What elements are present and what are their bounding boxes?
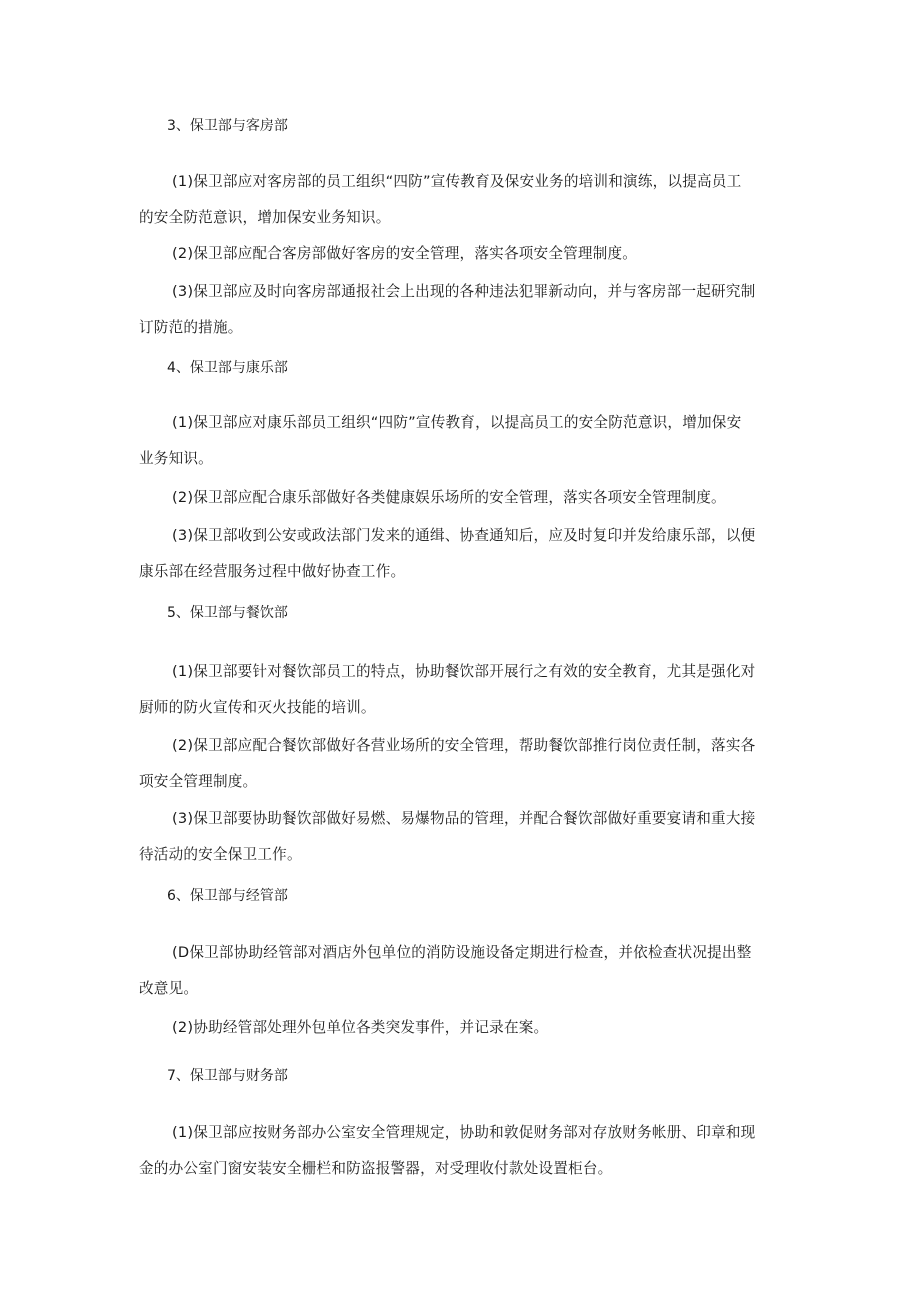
paragraph-line: 康乐部在经营服务过程中做好协查工作。 (139, 563, 406, 580)
paragraph (139, 164, 785, 236)
paragraph-line: (1)保卫部应按财务部办公室安全管理规定，协助和敦促财务部对存放财务帐册、印章和现 (172, 1124, 756, 1141)
paragraph (139, 405, 785, 477)
paragraph (139, 1115, 785, 1187)
paragraph-line: (3)保卫部收到公安或政法部门发来的通缉、协查通知后，应及时复印并发给康乐部，以便 (172, 527, 756, 544)
paragraph-line: (1)保卫部应对客房部的员工组织“四防”宣传教育及保安业务的培训和演练，以提高员工 (172, 173, 742, 190)
paragraph-line: 改意见。 (139, 980, 199, 997)
paragraph-line: 业务知识。 (139, 450, 213, 467)
paragraph (139, 480, 785, 516)
paragraph (139, 728, 785, 800)
paragraph (139, 274, 785, 346)
paragraph-line: 项安全管理制度。 (139, 773, 258, 790)
paragraph-line: (D保卫部协助经管部对酒店外包单位的消防设施设备定期进行检查，并依检查状况提出整 (172, 944, 752, 961)
paragraph-line: (3)保卫部要协助餐饮部做好易燃、易爆物品的管理，并配合餐饮部做好重要宴请和重大接 (172, 810, 756, 827)
paragraph-line: (2)保卫部应配合餐饮部做好各营业场所的安全管理，帮助餐饮部推行岗位责任制，落实各 (172, 737, 756, 754)
paragraph (139, 1010, 785, 1046)
section-heading: 3、保卫部与客房部 (167, 118, 288, 134)
paragraph-line: (1)保卫部要针对餐饮部员工的特点，协助餐饮部开展行之有效的安全教育，尤其是强化对 (172, 663, 756, 680)
section-heading: 6、保卫部与经管部 (167, 888, 288, 904)
paragraph (139, 935, 785, 1007)
paragraph-line: (1)保卫部应对康乐部员工组织“四防”宣传教育，以提高员工的安全防范意识，增加保安 (172, 414, 742, 431)
paragraph-line: 待活动的安全保卫工作。 (139, 846, 302, 863)
paragraph-line: 金的办公室门窗安装安全栅栏和防盗报警器，对受理收付款处设置柜台。 (139, 1160, 613, 1177)
paragraph-line: 订防范的措施。 (139, 319, 243, 336)
paragraph-line: (3)保卫部应及时向客房部通报社会上出现的各种违法犯罪新动向，并与客房部一起研究制 (172, 283, 756, 300)
paragraph (139, 801, 785, 873)
paragraph-line: (2)保卫部应配合康乐部做好各类健康娱乐场所的安全管理，落实各项安全管理制度。 (172, 489, 726, 506)
paragraph (139, 654, 785, 726)
section-heading: 7、保卫部与财务部 (167, 1068, 288, 1084)
paragraph-line: (2)协助经管部处理外包单位各类突发事件，并记录在案。 (172, 1019, 549, 1036)
paragraph-line: 的安全防范意识，增加保安业务知识。 (139, 209, 391, 226)
section-heading: 4、保卫部与康乐部 (167, 360, 288, 376)
paragraph-line: (2)保卫部应配合客房部做好客房的安全管理，落实各项安全管理制度。 (172, 245, 638, 262)
paragraph (139, 236, 785, 272)
section-heading: 5、保卫部与餐饮部 (167, 605, 288, 621)
paragraph-line: 厨师的防火宣传和灭火技能的培训。 (139, 699, 376, 716)
paragraph (139, 518, 785, 590)
